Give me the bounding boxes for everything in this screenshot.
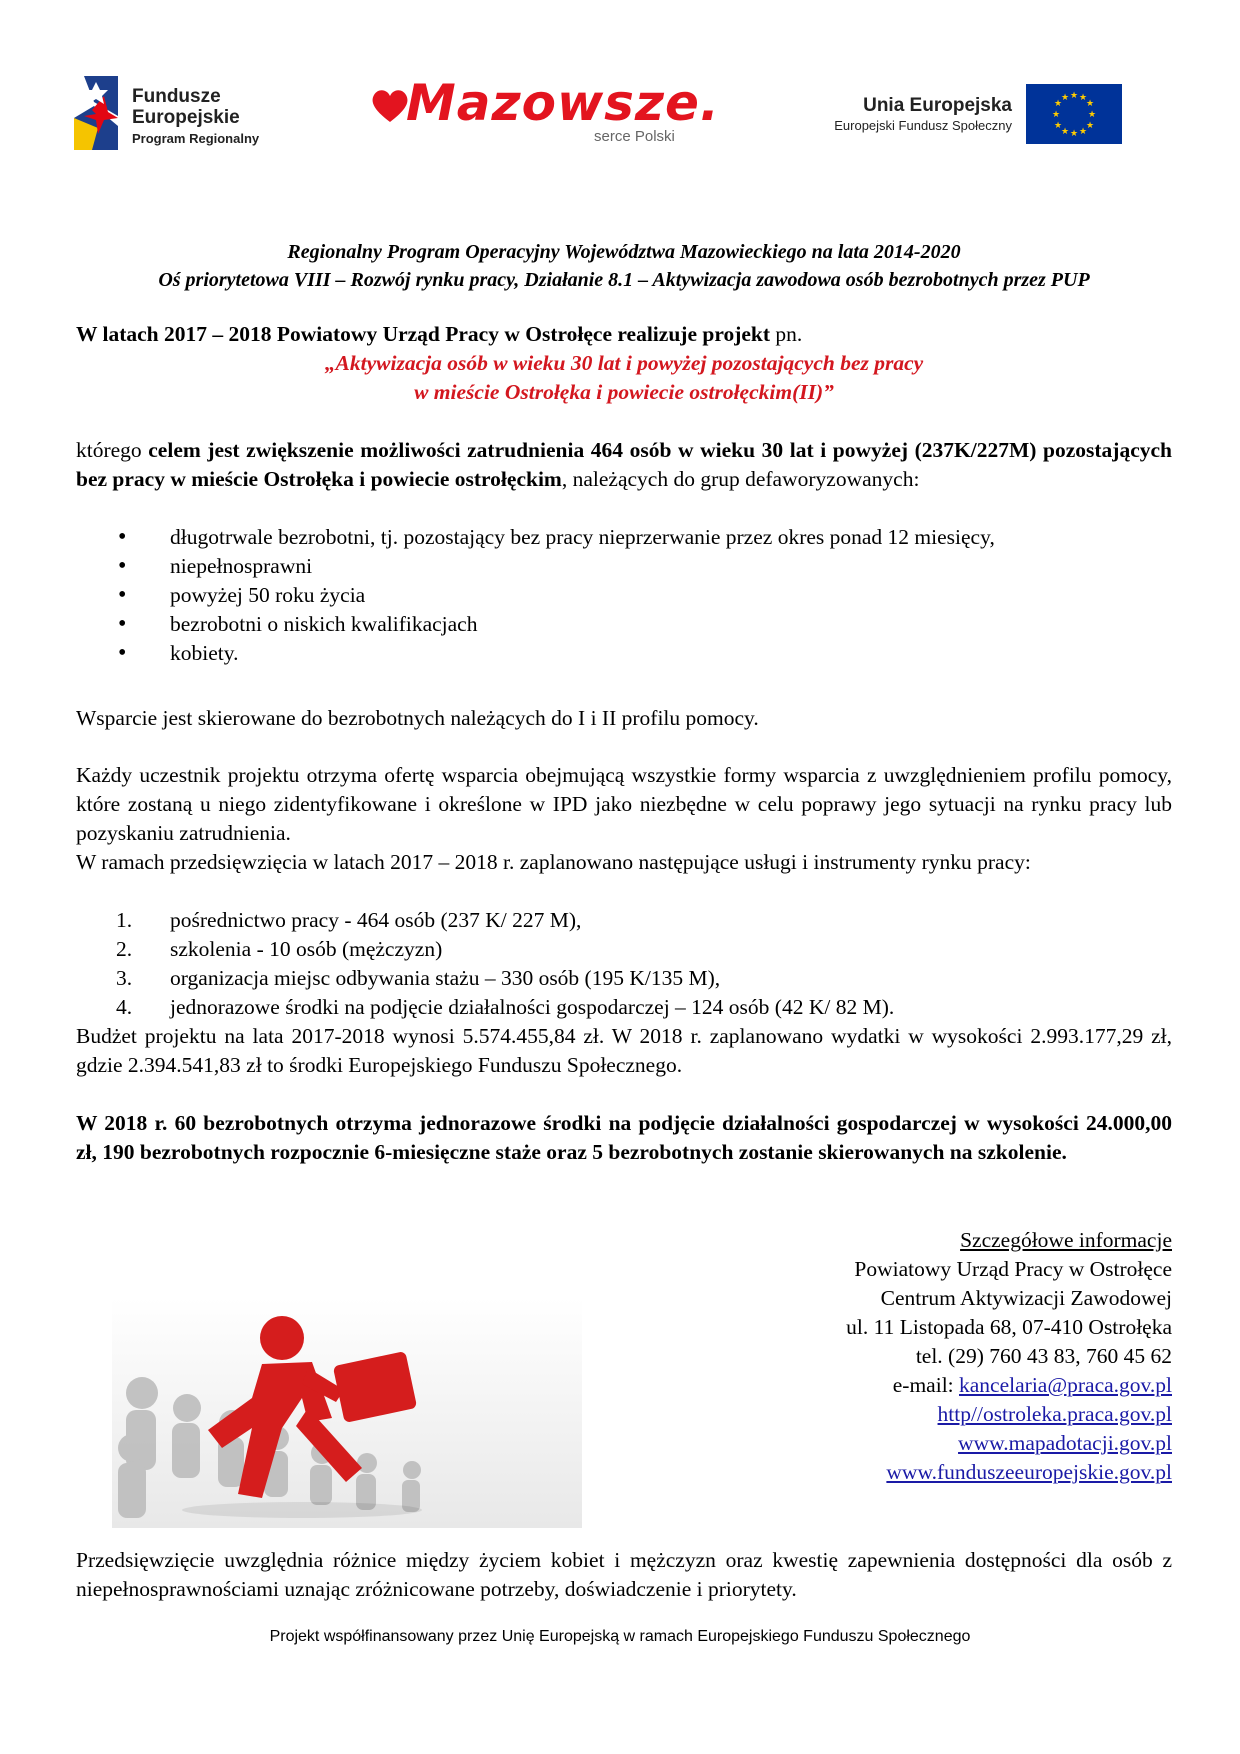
support-paragraph: Wsparcie jest skierowane do bezrobotnych należących do I i II profilu pomocy. [76, 706, 759, 730]
page-footer: Projekt współfinansowany przez Unię Europejską w ramach Europejskiego Funduszu Społecznego [269, 1628, 971, 1645]
logo-ue-text [792, 94, 1012, 133]
project-title-line2: w mieście Ostrołęka i powiecie ostrołęckim(II)” [414, 380, 834, 404]
ue-line1: Unia Europejska [863, 95, 1012, 116]
intro-normal: pn. [770, 322, 803, 346]
svg-text:★: ★ [1069, 91, 1079, 101]
link-mapadotacji[interactable]: www.mapadotacji.gov.pl [958, 1431, 1172, 1455]
header-line1: Regionalny Program Operacyjny Województwa Mazowieckiego na lata 2014-2020 [287, 241, 961, 263]
list-item: • długotrwale bezrobotni, tj. pozostający bez pracy nieprzerwanie przez okres ponad 12 miesięcy, [76, 523, 1172, 552]
program-header [76, 238, 1172, 294]
contact-phone: tel. (29) 760 43 83, 760 45 62 [915, 1344, 1172, 1368]
mazowsze-tagline: serce Polski [594, 128, 675, 145]
svg-text:★: ★ [1085, 121, 1095, 131]
svg-text:★: ★ [1053, 99, 1063, 109]
logo-fundusze-europejskie [74, 76, 294, 152]
svg-text:★: ★ [1069, 129, 1079, 139]
svg-text:★: ★ [1085, 99, 1095, 109]
budget-paragraph: Budżet projektu na lata 2017-2018 wynosi 5.574.455,84 zł. W 2018 r. zaplanowano wydatki w wysokości 2.993.177,29 zł, gdzie 2.394.541,83 zł to środki Europejskiego Funduszu Społecznego. [76, 1024, 1172, 1077]
intro-bold: W latach 2017 – 2018 Powiatowy Urząd Pracy w Ostrołęce realizuje projekt [76, 322, 771, 346]
running-man-icon [112, 1298, 582, 1528]
groups-list [76, 523, 1172, 668]
contact-dept: Centrum Aktywizacji Zawodowej [880, 1286, 1172, 1310]
contact-address: ul. 11 Listopada 68, 07-410 Ostrołęka [846, 1315, 1172, 1339]
email-label: e-mail: [892, 1373, 960, 1397]
ue-line2: Europejski Fundusz Społeczny [834, 118, 1012, 133]
services-intro: W ramach przedsięwzięcia w latach 2017 – 2018 r. zaplanowano następujące usługi i instrumenty rynku pracy: [76, 850, 1031, 874]
plan-2018-paragraph: W 2018 r. 60 bezrobotnych otrzyma jednorazowe środki na podjęcie działalności gospodarczej w wysokości 24.000,00 zł, 190 bezrobotnych rozpocznie 6-miesięczne staże oraz 5 bezrobotnych zostanie skierowanych na szkolenie. [76, 1111, 1172, 1164]
logo-mazowsze [370, 74, 720, 150]
email-link[interactable]: kancelaria@praca.gov.pl [959, 1373, 1172, 1397]
fe-line3: Program Regionalny [132, 131, 260, 146]
fe-line1: Fundusze [132, 86, 221, 107]
link-praca[interactable]: http//ostroleka.praca.gov.pl [937, 1402, 1172, 1426]
goal-p1: którego [76, 438, 149, 462]
svg-text:★: ★ [1051, 110, 1061, 120]
goal-p2: celem jest zwiększenie możliwości zatrudnienia 464 osób w wieku 30 lat i powyżej (237K/227M) pozostających bez pracy w mieście Ostrołęka i powiecie ostrołęckim [76, 438, 1172, 491]
fe-star-icon [74, 76, 118, 150]
services-list [76, 906, 1172, 1022]
contact-heading: Szczegółowe informacje [960, 1228, 1172, 1252]
list-item: • niepełnosprawni [76, 552, 1172, 581]
equality-paragraph: Przedsięwzięcie uwzględnia różnice między życiem kobiet i mężczyzn oraz kwestię zapewnienia dostępności dla osób z niepełnosprawnościami uznając zróżnicowane potrzeby, doświadczenie i priorytety. [76, 1548, 1172, 1601]
svg-text:★: ★ [1078, 93, 1088, 103]
eu-flag [1026, 84, 1122, 144]
list-item: 1. pośrednictwo pracy - 464 osób (237 K/ 227 M), [116, 908, 582, 932]
goal-p3: , należących do grup defaworyzowanych: [561, 467, 920, 491]
eu-flag-icon [1026, 84, 1122, 144]
mazowsze-name: Mazowsze. [406, 74, 720, 132]
link-funduszeeuropejskie[interactable]: www.funduszeeuropejskie.gov.pl [886, 1460, 1172, 1484]
list-item: • powyżej 50 roku życia [76, 581, 1172, 610]
contact-org: Powiatowy Urząd Pracy w Ostrołęce [854, 1257, 1172, 1281]
header-line2: Oś priorytetowa VIII – Rozwój rynku pracy, Działanie 8.1 – Aktywizacja zawodowa osób bezrobotnych przez PUP [158, 269, 1090, 291]
project-title-line1: „Aktywizacja osób w wieku 30 lat i powyżej pozostających bez pracy [324, 351, 924, 375]
fe-line2: Europejskie [132, 107, 240, 128]
list-item: 3. organizacja miejsc odbywania stażu – 330 osób (195 K/135 M), [116, 966, 721, 990]
running-figures-illustration [112, 1298, 582, 1528]
list-item: • bezrobotni o niskich kwalifikacjach [76, 610, 1172, 639]
svg-text:★: ★ [1053, 121, 1063, 131]
svg-text:★: ★ [1078, 127, 1088, 137]
list-item: • kobiety. [76, 639, 1172, 668]
svg-text:★: ★ [1060, 93, 1070, 103]
list-item: 2. szkolenia - 10 osób (mężczyzn) [116, 937, 443, 961]
goal-paragraph [76, 436, 1172, 494]
heart-icon [370, 86, 410, 126]
svg-text:★: ★ [1087, 110, 1097, 120]
participant-paragraph: Każdy uczestnik projektu otrzyma ofertę wsparcia obejmującą wszystkie formy wsparcia z uwzględnieniem profilu pomocy, które zostaną u niego zidentyfikowane i określone w IPD jako niezbędne w celu poprawy jego sytuacji na rynku pracy lub pozyskaniu zatrudnienia. [76, 763, 1172, 845]
svg-text:★: ★ [1060, 127, 1070, 137]
contact-block [652, 1226, 1172, 1487]
intro [76, 320, 1172, 407]
list-item: 4. jednorazowe środki na podjęcie działalności gospodarczej – 124 osób (42 K/ 82 M). [116, 995, 895, 1019]
